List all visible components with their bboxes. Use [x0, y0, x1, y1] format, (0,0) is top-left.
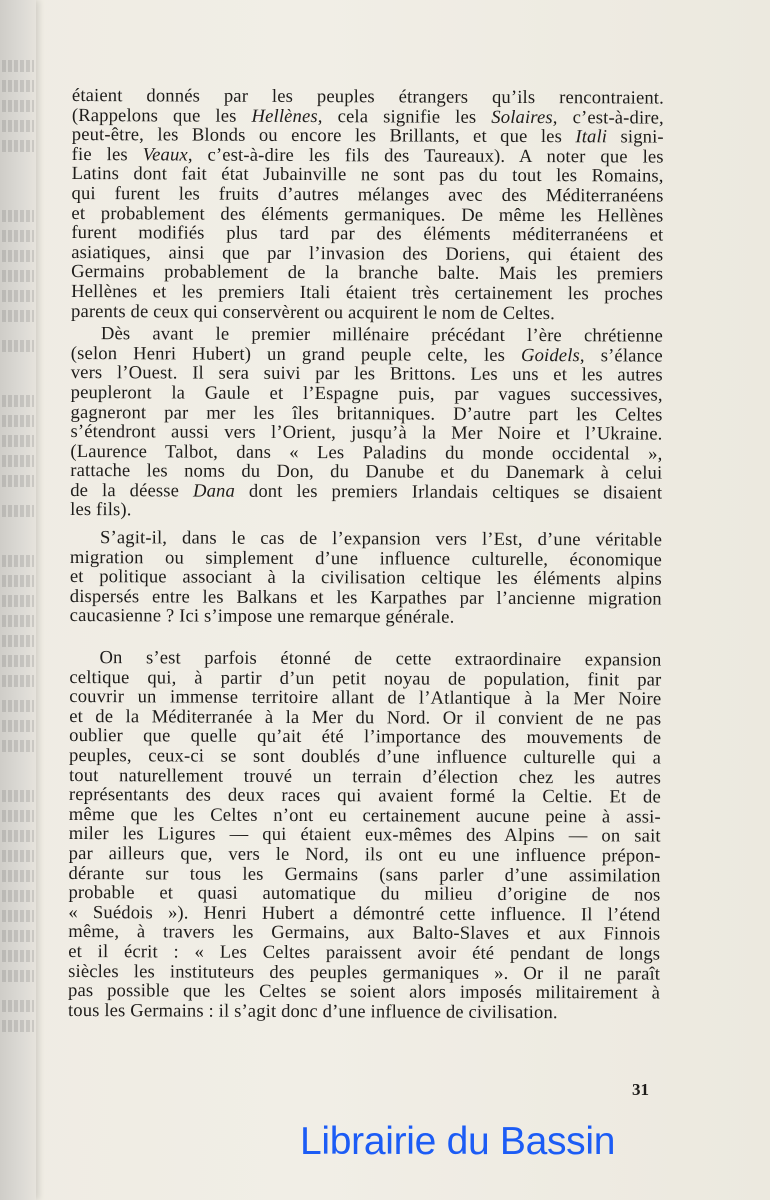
text-line: Latins dont fait état Jubainville ne sont pas du tout les Romains, — [71, 163, 664, 187]
watermark: Librairie du Bassin — [300, 1120, 616, 1163]
text-line: dispersés entre les Balkans et les Karpathes par l’ancienne migration — [69, 585, 662, 610]
adjacent-page-text-fragment — [2, 720, 34, 732]
adjacent-page-text-fragment — [2, 930, 34, 942]
adjacent-page-text-fragment — [2, 615, 34, 627]
text-line: de la déesse Dana dont les premiers Irlandais celtiques se disaient — [70, 479, 663, 504]
text-line: siècles les instituteurs des peuples germaniques ». Or il ne paraît — [68, 960, 661, 985]
text-line: tout naturellement trouvé un terrain d’élection chez les autres — [68, 764, 662, 789]
adjacent-page-text-fragment — [2, 830, 34, 842]
text-line: fie les Veaux, c’est-à-dire les fils des Taureaux). A noter que les — [71, 143, 664, 168]
adjacent-page-text-fragment — [2, 230, 34, 242]
adjacent-page-text-fragment — [2, 505, 34, 517]
adjacent-page-text-fragment — [2, 950, 34, 962]
text-line: et politique associant à la civilisation celtique les éléments alpins — [69, 566, 662, 590]
text-line: étaient donnés par les peuples étrangers qu’ils rencontraient. — [71, 85, 664, 109]
text-line: qui furent les fruits d’autres mélanges avec des Méditerranéens — [71, 182, 664, 207]
paragraph — [70, 324, 663, 523]
adjacent-page-text-fragment — [2, 700, 34, 712]
text-line: par ailleurs que, vers le Nord, ils ont eu une influence prépon- — [68, 842, 661, 867]
text-line: furent modifiés plus tard par des éléments méditerranéens et — [71, 222, 664, 246]
text-line: probable et quasi automatique du milieu d’origine de nos — [68, 882, 661, 906]
text-line: peuples, ceux-ci se sont doublés d’une influence culturelle qui a — [69, 744, 662, 769]
adjacent-page-text-fragment — [2, 340, 34, 352]
text-line: (Laurence Talbot, dans « Les Paladins du monde occidental », — [70, 440, 663, 465]
text-line: parents de ceux qui conservèrent ou acquirent le nom de Celtes. — [70, 300, 555, 324]
adjacent-page-text-fragment — [2, 810, 34, 822]
text-line: tous les Germains : il s’agit donc d’une influence de civilisation. — [67, 999, 558, 1023]
text-line: Dès avant le premier millénaire précédant l’ère chrétienne — [100, 323, 663, 347]
text-line: et de la Méditerranée à la Mer du Nord. Or il convient de ne pas — [69, 705, 662, 730]
text-line: vers l’Ouest. Il sera suivi par les Brittons. Les uns et les autres — [70, 362, 663, 386]
adjacent-page-text-fragment — [2, 675, 34, 687]
paragraph — [71, 86, 664, 324]
text-line: même que les Celtes n’ont eu certainement aucune peine à assi- — [68, 803, 661, 828]
adjacent-page-text-fragment — [2, 80, 34, 92]
text-line: rattache les noms du Don, du Danube et du Danemark à celui — [70, 460, 663, 484]
text-line: On s’est parfois étonné de cette extraordinaire expansion — [99, 647, 662, 671]
text-line: couvrir un immense territoire allant de l’Atlantique à la Mer Noire — [69, 686, 662, 710]
text-line: gagneront par mer les îles britanniques. D’autre part les Celtes — [70, 401, 663, 426]
adjacent-page-text-fragment — [2, 635, 34, 647]
adjacent-page-text-fragment — [2, 890, 34, 902]
adjacent-page-text-fragment — [2, 210, 34, 222]
text-line: S’agit-il, dans le cas de l’expansion vers l’Est, d’une véritable — [99, 527, 663, 551]
text-line: dérante sur tous les Germains (sans parler d’une assimilation — [68, 862, 661, 887]
text-line: et il écrit : « Les Celtes paraissent avoir été pendant de longs — [68, 940, 661, 965]
text-line: Germains probablement de la branche balte. Mais les premiers — [71, 261, 664, 285]
text-line: peut-être, les Blonds ou encore les Brillants, et que les Itali signi- — [71, 124, 664, 148]
text-line: Hellènes et les premiers Itali étaient très certainement les proches — [71, 280, 664, 305]
text-line: et probablement des éléments germaniques. De même les Hellènes — [71, 202, 664, 227]
adjacent-page-text-fragment — [2, 655, 34, 667]
paragraph — [68, 648, 662, 1023]
page-number: 31 — [632, 1080, 649, 1099]
adjacent-page-edge — [0, 0, 36, 1200]
text-line: pas possible que les Celtes se soient alors imposés militairement à — [68, 980, 661, 1004]
adjacent-page-text-fragment — [2, 870, 34, 882]
text-line: les fils). — [70, 499, 132, 521]
text-line: (selon Henri Hubert) un grand peuple celte, les Goidels, s’élance — [70, 342, 663, 367]
adjacent-page-text-fragment — [2, 415, 34, 427]
text-line: représentants des deux races qui avaient formé la Celtie. Et de — [68, 784, 661, 808]
adjacent-page-text-fragment — [2, 455, 34, 467]
adjacent-page-text-fragment — [2, 555, 34, 567]
text-line: « Suédois »). Henri Hubert a démontré cette influence. Il l’étend — [68, 901, 661, 926]
text-line: même, à travers les Germains, aux Balto-Slaves et aux Finnois — [68, 921, 661, 945]
adjacent-page-text-fragment — [2, 1000, 34, 1012]
adjacent-page-text-fragment — [2, 270, 34, 282]
body-text — [68, 86, 664, 1023]
adjacent-page-text-fragment — [2, 250, 34, 262]
adjacent-page-text-fragment — [2, 850, 34, 862]
text-line: (Rappelons que les Hellènes, cela signifie les Solaires, c’est-à-dire, — [71, 104, 664, 129]
adjacent-page-text-fragment — [2, 575, 34, 587]
adjacent-page-text-fragment — [2, 120, 34, 132]
adjacent-page-text-fragment — [2, 595, 34, 607]
adjacent-page-text-fragment — [2, 100, 34, 112]
text-line: s’étendront aussi vers l’Orient, jusqu’à la Mer Noire et l’Ukraine. — [70, 421, 663, 445]
adjacent-page-text-fragment — [2, 310, 34, 322]
text-line: oublier que quelle qu’ait été l’importance des mouvements de — [69, 725, 662, 749]
adjacent-page-text-fragment — [2, 970, 34, 982]
text-line: miler les Ligures — qui étaient eux-mêmes des Alpins — on sait — [68, 823, 661, 847]
adjacent-page-text-fragment — [2, 290, 34, 302]
adjacent-page-text-fragment — [2, 60, 34, 72]
adjacent-page-text-fragment — [2, 435, 34, 447]
text-line: migration ou simplement d’une influence culturelle, économique — [69, 546, 662, 571]
text-line: asiatiques, ainsi que par l’invasion des Doriens, qui étaient des — [71, 241, 664, 266]
adjacent-page-text-fragment — [2, 740, 34, 752]
adjacent-page-text-fragment — [2, 140, 34, 152]
text-line: caucasienne ? Ici s’impose une remarque générale. — [69, 605, 455, 629]
text-line: peupleront la Gaule et l’Espagne puis, par vagues successives, — [70, 381, 663, 406]
text-line: celtique qui, à partir d’un petit noyau de population, finit par — [69, 666, 662, 691]
adjacent-page-text-fragment — [2, 1020, 34, 1032]
paragraph — [70, 528, 662, 629]
adjacent-page-text-fragment — [2, 790, 34, 802]
adjacent-page-text-fragment — [2, 395, 34, 407]
adjacent-page-text-fragment — [2, 475, 34, 487]
adjacent-page-text-fragment — [2, 910, 34, 922]
